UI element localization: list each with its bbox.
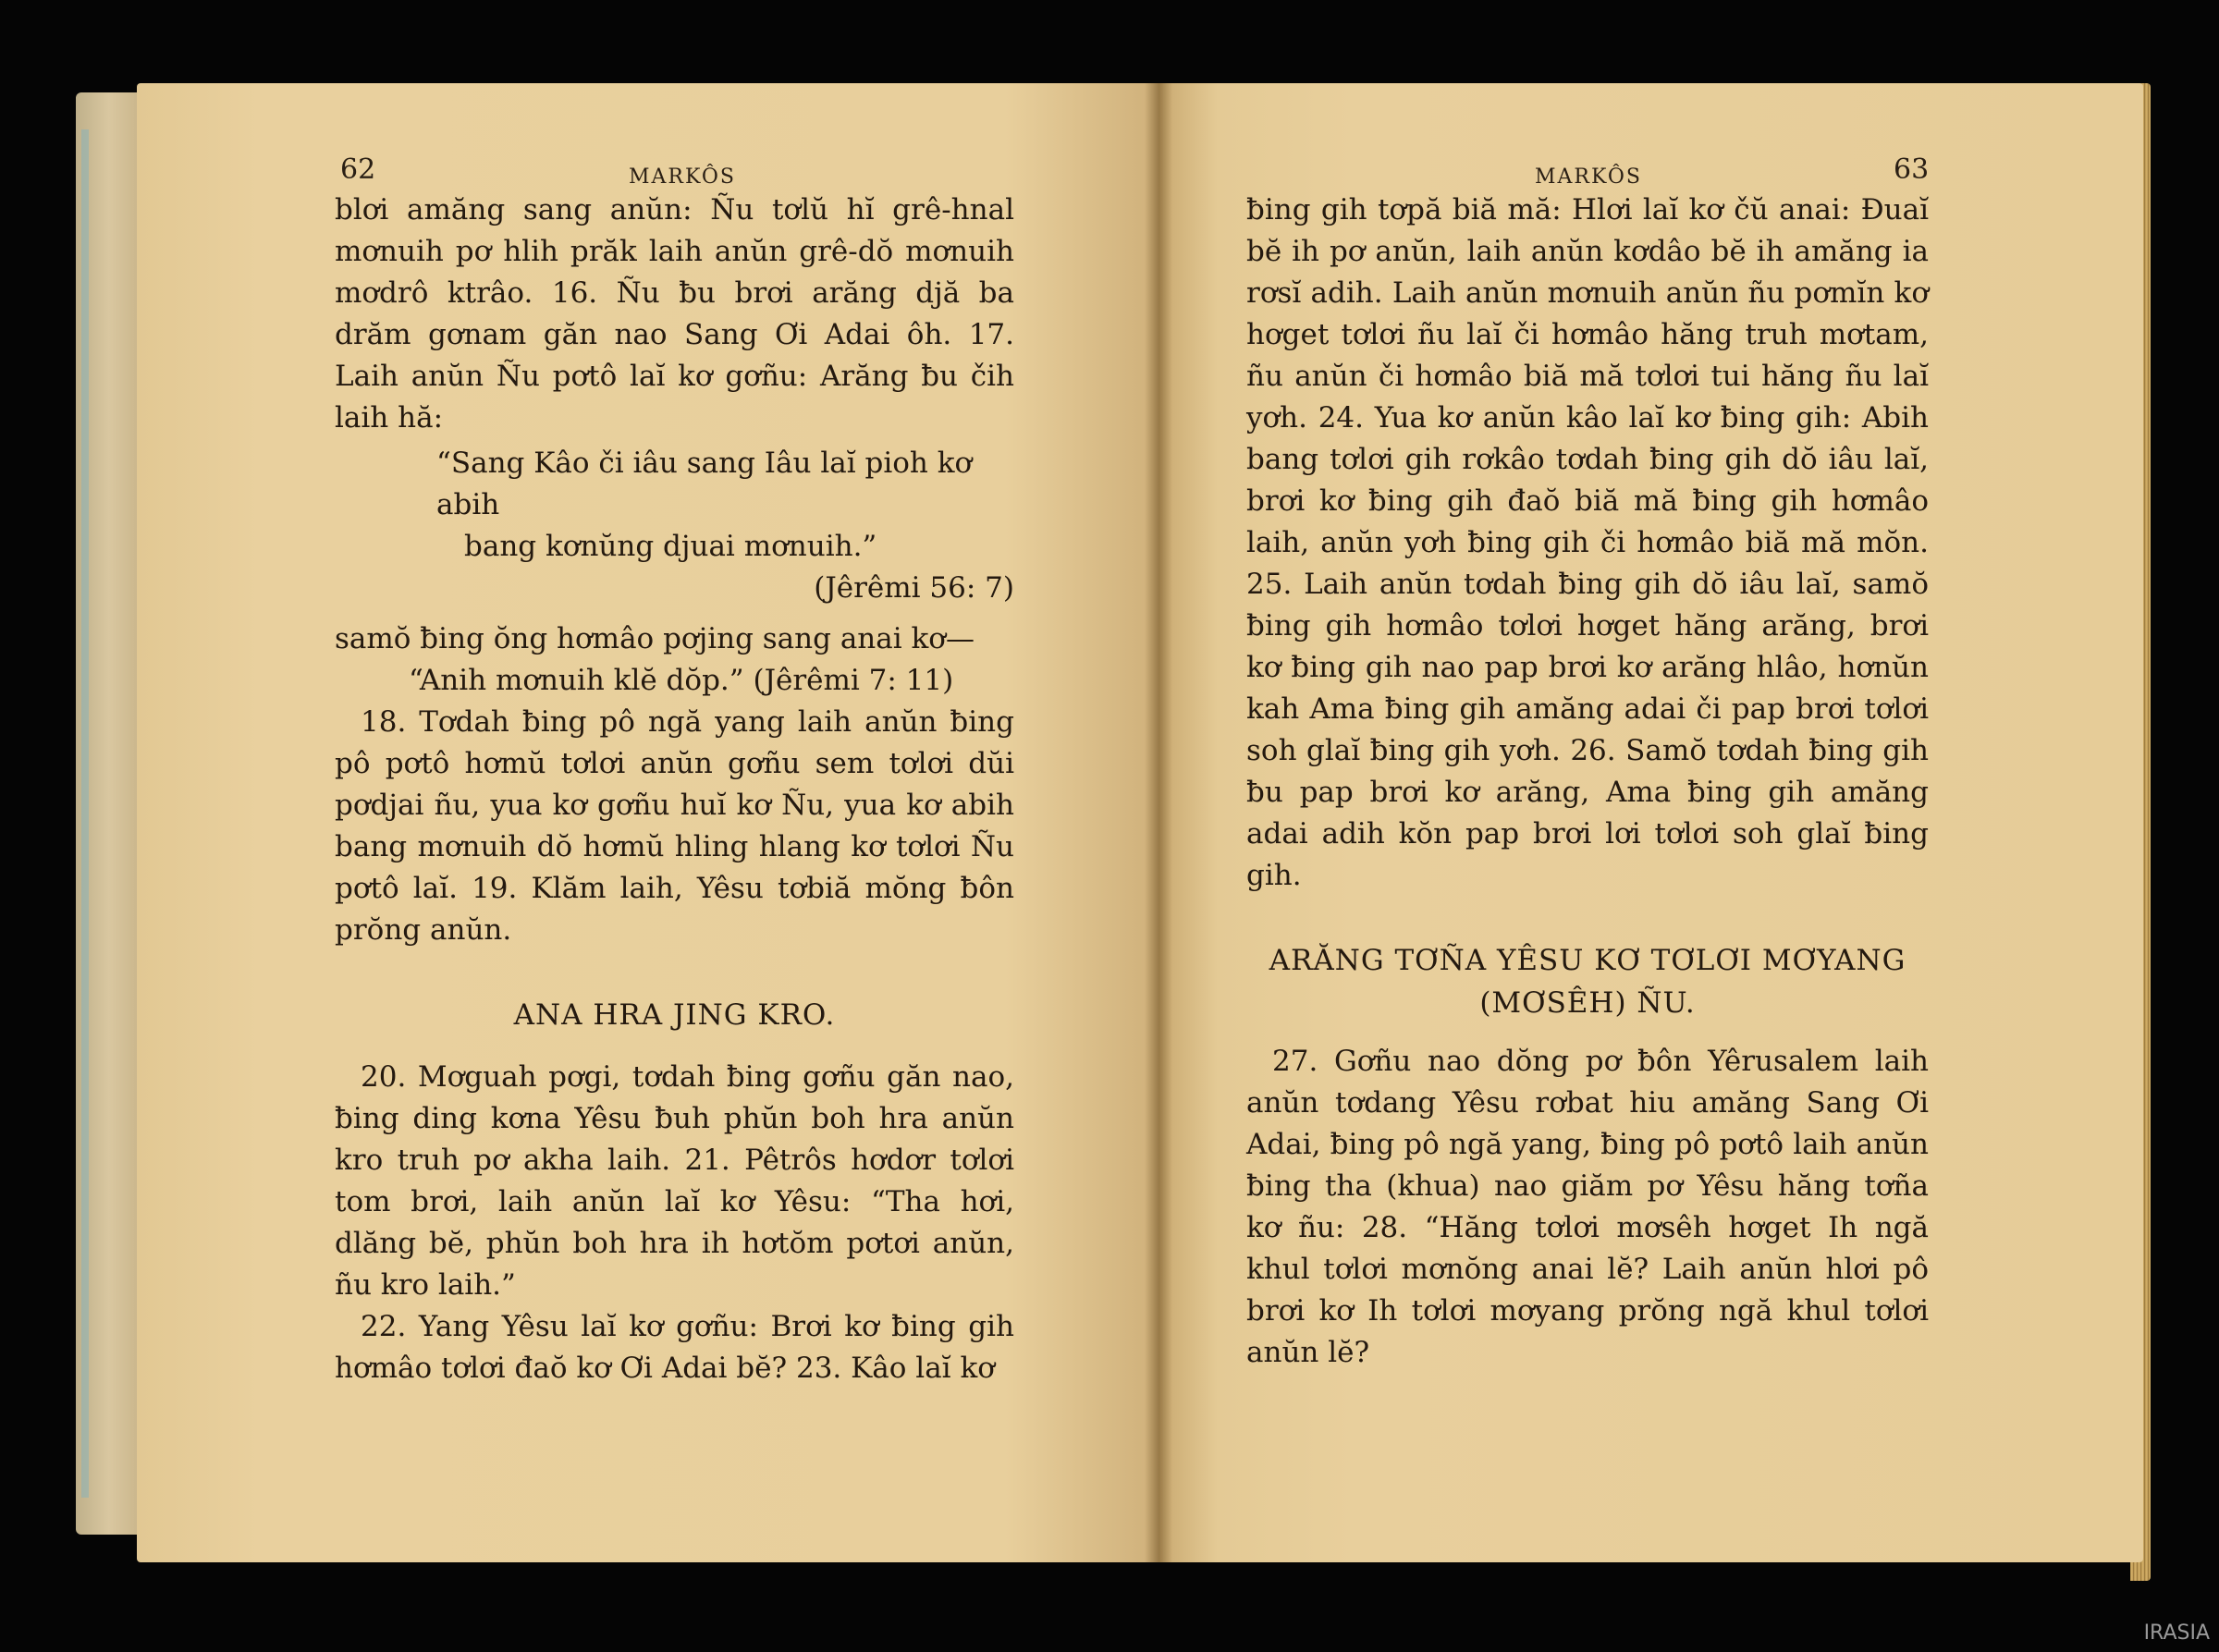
right-heading-line-2: (MƠSÊH) ÑU. bbox=[1479, 986, 1696, 1020]
left-paragraph-4: 20. Mơguah pơgi, tơdah ƀing gơñu găn nao, ƀing ding kơna Yêsu ƀuh phŭn boh hra anŭn kro truh pơ akha laih. 21. Pêtrôs hơdơr tơlơi tom brơi, laih anŭn laĭ kơ Yêsu: “Tha hơi, dlăng bĕ, phŭn boh hra ih hơtŏm pơtơi anŭn, ñu kro laih.” bbox=[335, 1060, 1014, 1302]
left-section-heading: ANA HRA JING KRO. bbox=[513, 998, 836, 1032]
left-paragraph-2: samŏ ƀing ŏng hơmâo pơjing sang anai kơ— bbox=[335, 622, 975, 655]
quote-1-line-1: “Sang Kâo či iâu sang Iâu laĭ pioh kơ abih bbox=[436, 447, 973, 521]
quote-1-line-2: bang kơnŭng djuai mơnuih.” bbox=[464, 530, 877, 563]
right-running-title: MARKÔS bbox=[1535, 165, 1642, 189]
left-running-title: MARKÔS bbox=[629, 165, 736, 189]
left-page-number: 62 bbox=[340, 153, 376, 186]
left-paragraph-1: blơi amăng sang anŭn: Ñu tơlŭ hĭ grê-hnal mơnuih pơ hlih prăk laih anŭn grê-dŏ mơnuih mơdrô ktrâo. 16. Ñu ƀu brơi arăng djă ba drăm gơnam găn nao Sang Ơi Adai ôh. 17. Laih anŭn Ñu pơtô laĭ kơ gơñu: Arăng ƀu čih laih hă: bbox=[335, 193, 1014, 434]
left-page-body bbox=[335, 190, 1014, 1389]
left-paragraph-3: 18. Tơdah ƀing pô ngă yang laih anŭn ƀing pô pơtô hơmŭ tơlơi anŭn gơñu sem tơlơi dŭi pơdjai ñu, yua kơ gơñu huĭ kơ Ñu, yua kơ abih bang mơnuih dŏ hơmŭ hling hlang kơ tơlơi Ñu pơtô laĭ. 19. Klăm laih, Yêsu tơbiă mŏng ƀôn prŏng anŭn. bbox=[335, 705, 1014, 947]
right-heading-line-1: ARĂNG TƠÑA YÊSU KƠ TƠLƠI MƠYANG bbox=[1269, 944, 1906, 977]
watermark-label: IRASIA bbox=[2143, 1621, 2210, 1645]
right-page-body bbox=[1246, 190, 1929, 1374]
right-paragraph-2: 27. Gơñu nao dŏng pơ ƀôn Yêrusalem laih anŭn tơdang Yêsu rơbat hiu amăng Sang Ơi Adai, ƀing pô ngă yang, ƀing pô pơtô laih anŭn ƀing tha (khua) nao giăm pơ Yêsu hăng tơña kơ ñu: 28. “Hăng tơlơi mơsêh hơget Ih ngă khul tơlơi mơnŏng anai lĕ? Laih anŭn hlơi pô brơi kơ Ih tơlơi mơyang prŏng ngă khul tơlơi anŭn lĕ? bbox=[1246, 1045, 1929, 1369]
right-section-heading bbox=[1246, 939, 1929, 1024]
right-paragraph-1: ƀing gih tơpă biă mă: Hlơi laĭ kơ čŭ anai: Đuaĭ bĕ ih pơ anŭn, laih anŭn kơdâo bĕ ih amăng ia rơsĭ adih. Laih anŭn mơnuih anŭn ñu pơmĭn kơ hơget tơlơi ñu laĭ či hơmâo hăng truh mơtam, ñu anŭn či hơmâo biă mă tơlơi tui hăng ñu laĭ yơh. 24. Yua kơ anŭn kâo laĭ kơ ƀing gih: Abih bang tơlơi gih rơkâo tơdah ƀing gih dŏ iâu laĭ, brơi kơ ƀing gih đaŏ biă mă ƀing gih hơmâo laih, anŭn yơh ƀing gih či hơmâo biă mă mŏn. 25. Laih anŭn tơdah ƀing gih dŏ iâu laĭ, samŏ ƀing gih hơmâo tơlơi hơget hăng arăng, brơi kơ ƀing gih nao pap brơi kơ arăng hlâo, hơnŭn kah Ama ƀing gih amăng adai či pap brơi tơlơi soh glaĭ ƀing gih yơh. 26. Samŏ tơdah ƀing gih ƀu pap brơi kơ arăng, Ama ƀing gih amăng adai adih kŏn pap brơi lơi tơlơi soh glaĭ ƀing gih. bbox=[1246, 193, 1929, 892]
quote-1-reference: (Jêrêmi 56: 7) bbox=[814, 571, 1014, 605]
left-quote-1 bbox=[335, 443, 1014, 568]
left-quote-2: “Anih mơnuih klĕ dŏp.” (Jêrêmi 7: 11) bbox=[409, 664, 954, 697]
right-page-number: 63 bbox=[1894, 153, 1930, 186]
left-paragraph-5: 22. Yang Yêsu laĭ kơ gơñu: Brơi kơ ƀing gih hơmâo tơlơi đaŏ kơ Ơi Adai bĕ? 23. Kâo laĭ kơ bbox=[335, 1310, 1014, 1385]
book-gutter bbox=[1145, 83, 1172, 1562]
